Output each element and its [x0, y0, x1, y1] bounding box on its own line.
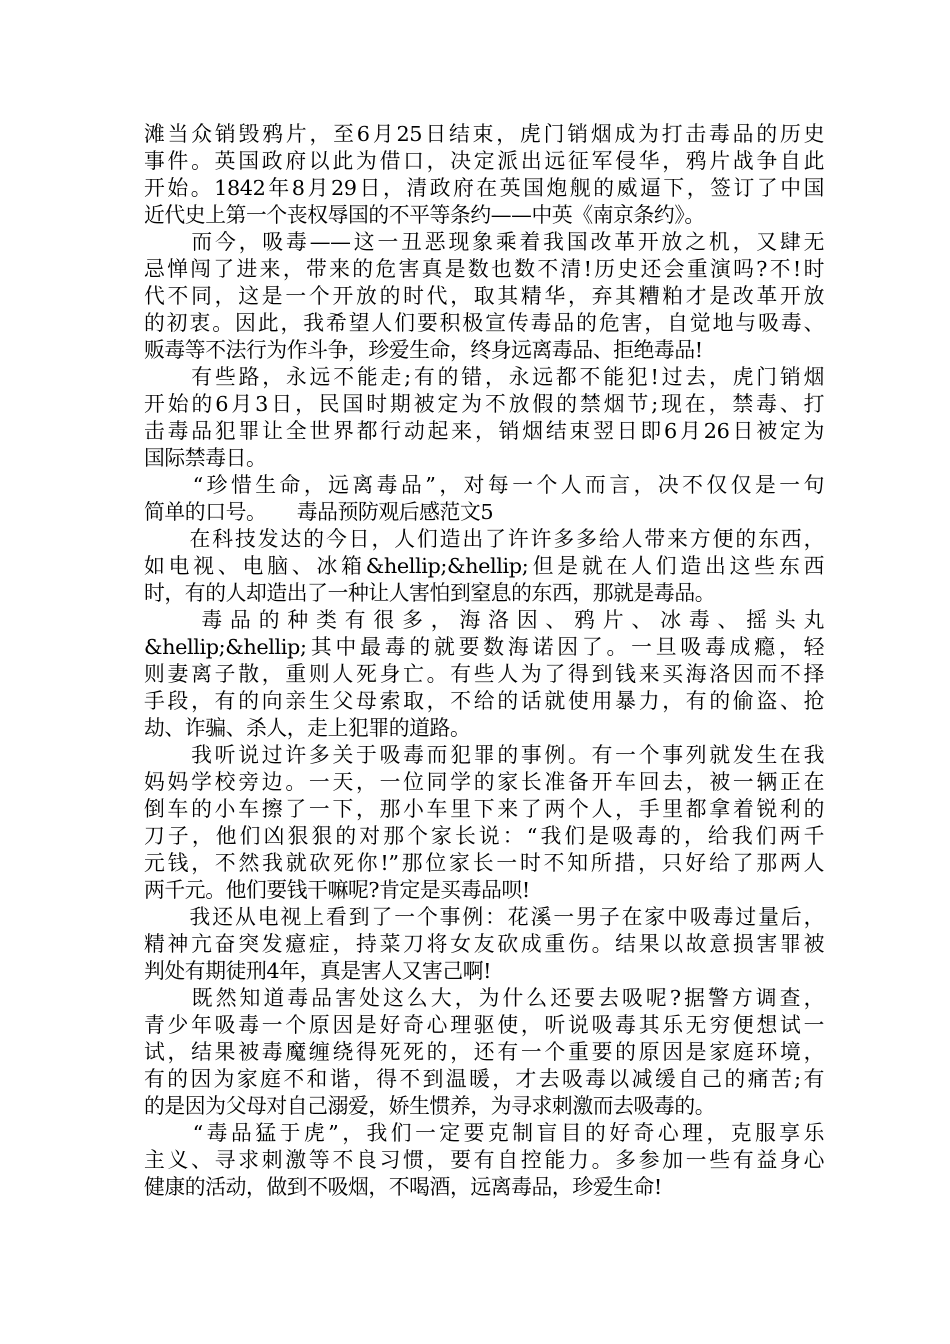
text-line: 简单的口号。 毒品预防观后感范文5	[144, 500, 494, 524]
text-line: 如电视、电脑、冰箱&hellip;&hellip;但是就在人们造出这些东西	[144, 554, 824, 578]
text-line: 在科技发达的今日，人们造出了许许多多给人带来方便的东西，	[144, 527, 824, 551]
text-line: “珍惜生命，远离毒品”，对每一个人而言，决不仅仅是一句	[144, 473, 824, 497]
text-line: 健康的活动，做到不吸烟，不喝酒，远离毒品，珍爱生命!	[144, 1175, 662, 1199]
text-line: 而今，吸毒——这一丑恶现象乘着我国改革开放之机，又肆无	[144, 230, 824, 254]
text-line: 的是因为父母对自己溺爱，娇生惯养，为寻求刺激而去吸毒的。	[144, 1094, 716, 1118]
text-line: 青少年吸毒一个原因是好奇心理驱使，听说吸毒其乐无穷便想试一	[144, 1013, 824, 1037]
text-line: 贩毒等不法行为作斗争，珍爱生命，终身远离毒品、拒绝毒品!	[144, 338, 703, 362]
text-line: 主义、寻求刺激等不良习惯，要有自控能力。多参加一些有益身心	[144, 1148, 824, 1172]
text-line: 毒品的种类有很多，海洛因、鸦片、冰毒、摇头丸	[144, 608, 824, 632]
text-line: 近代史上第一个丧权辱国的不平等条约——中英《南京条约》。	[144, 203, 705, 227]
text-line: 时，有的人却造出了一种让人害怕到窒息的东西，那就是毒品。	[144, 581, 716, 605]
text-line: 元钱，不然我就砍死你!”那位家长一时不知所措，只好给了那两人	[144, 851, 824, 875]
text-line: 代不同，这是一个开放的时代，取其精华，弃其糟粕才是改革开放	[144, 284, 824, 308]
text-line: 的初衷。因此，我希望人们要积极宣传毒品的危害，自觉地与吸毒、	[144, 311, 824, 335]
text-line: 事件。英国政府以此为借口，决定派出远征军侵华，鸦片战争自此	[144, 149, 824, 173]
text-line: 手段，有的向亲生父母索取，不给的话就使用暴力，有的偷盗、抢	[144, 689, 824, 713]
text-line: 试，结果被毒魔缠绕得死死的，还有一个重要的原因是家庭环境，	[144, 1040, 824, 1064]
text-line: 有的因为家庭不和谐，得不到温暖，才去吸毒以减缓自己的痛苦;有	[144, 1067, 824, 1091]
text-line: 两千元。他们要钱干嘛呢?肯定是买毒品呗!	[144, 878, 530, 902]
text-line: 国际禁毒日。	[144, 446, 267, 470]
text-line: 我听说过许多关于吸毒而犯罪的事例。有一个事列就发生在我	[144, 743, 824, 767]
text-line: 刀子，他们凶狠狠的对那个家长说：“我们是吸毒的，给我们两千	[144, 824, 824, 848]
text-line: 我还从电视上看到了一个事例：花溪一男子在家中吸毒过量后，	[144, 905, 824, 929]
text-line: 滩当众销毁鸦片，至6月25日结束，虎门销烟成为打击毒品的历史	[144, 122, 824, 146]
text-line: &hellip;&hellip;其中最毒的就要数海诺因了。一旦吸毒成瘾，轻	[144, 635, 824, 659]
text-line: 劫、诈骗、杀人，走上犯罪的道路。	[144, 716, 471, 740]
text-line: 倒车的小车擦了一下，那小车里下来了两个人，手里都拿着锐利的	[144, 797, 824, 821]
text-line: 开始。1842年8月29日，清政府在英国炮舰的威逼下，签订了中国	[144, 176, 824, 200]
text-line: 开始的6月3日，民国时期被定为不放假的禁烟节;现在，禁毒、打	[144, 392, 824, 416]
text-line: 击毒品犯罪让全世界都行动起来，销烟结束翌日即6月26日被定为	[144, 419, 824, 443]
text-line: 判处有期徒刑4年，真是害人又害己啊!	[144, 959, 492, 983]
text-line: 则妻离子散，重则人死身亡。有些人为了得到钱来买海洛因而不择	[144, 662, 824, 686]
text-line: 妈妈学校旁边。一天，一位同学的家长准备开车回去，被一辆正在	[144, 770, 824, 794]
text-line: 精神亢奋突发癔症，持菜刀将女友砍成重伤。结果以故意损害罪被	[144, 932, 824, 956]
text-line: 有些路，永远不能走;有的错，永远都不能犯!过去，虎门销烟	[144, 365, 824, 389]
text-line: “毒品猛于虎”，我们一定要克制盲目的好奇心理，克服享乐	[144, 1121, 824, 1145]
text-line: 忌惮闯了进来，带来的危害真是数也数不清!历史还会重演吗?不!时	[144, 257, 824, 281]
text-line: 既然知道毒品害处这么大，为什么还要去吸呢?据警方调查，	[144, 986, 824, 1010]
